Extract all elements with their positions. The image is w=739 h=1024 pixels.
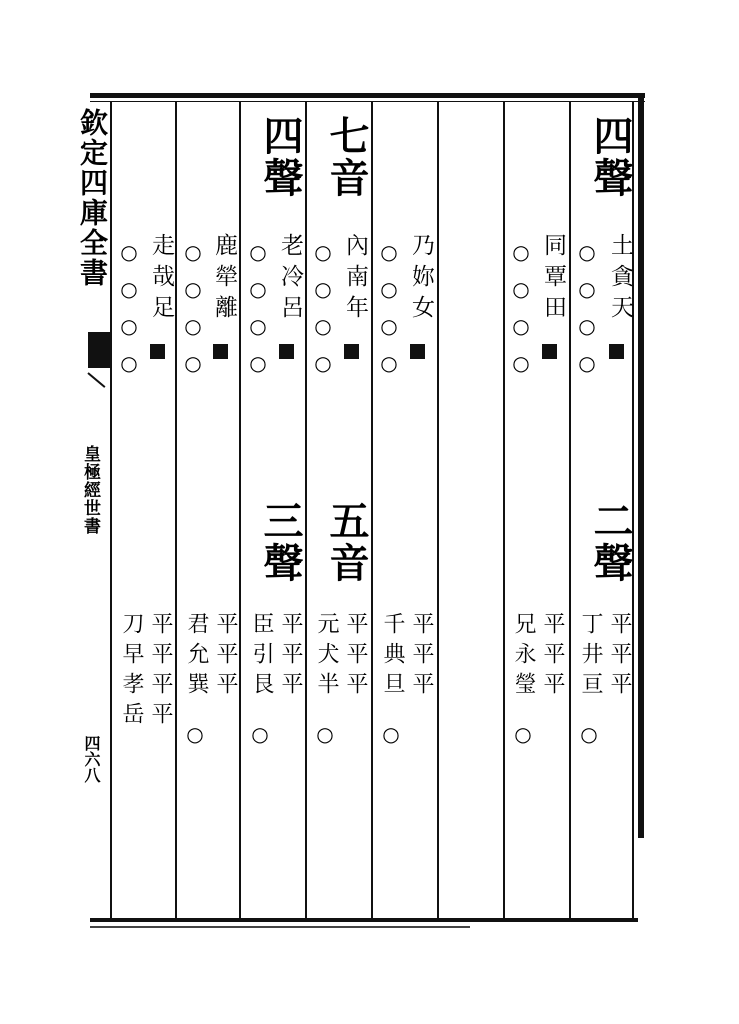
column-divider <box>175 102 177 918</box>
col2-tone: 平平平 <box>540 612 565 702</box>
column-divider <box>503 102 505 918</box>
col7-chars: 走哉足 <box>148 233 174 326</box>
col4-tone: 平平平 <box>343 612 368 702</box>
col6-chars: 鹿犖離 <box>211 233 237 326</box>
col4-lower-circle: ○ <box>313 722 337 759</box>
col2-chars: 同覃田 <box>540 233 566 326</box>
col3-lower-circle: ○ <box>379 722 403 759</box>
col6-circles: ○○○○ <box>181 240 205 388</box>
col3-chars: 乃妳女 <box>408 233 434 326</box>
frame-bottom-inner-border <box>90 926 470 928</box>
col5-tone: 平平平 <box>278 612 303 702</box>
col1-tone: 平平平 <box>607 612 632 702</box>
heading-yin7: 七音 <box>323 115 370 199</box>
col4-circles: ○○○○ <box>311 240 335 388</box>
margin-book-title: 皇極經世書 <box>80 445 100 535</box>
frame-top-inner-border <box>90 101 645 102</box>
heading-sheng2: 二聲 <box>587 500 634 584</box>
column-divider <box>569 102 571 918</box>
col5-lower: 臣引艮 <box>249 612 274 702</box>
col3-block-mark <box>410 344 425 359</box>
col7-tone: 平平平平 <box>148 612 173 732</box>
frame-top-border <box>90 93 645 98</box>
col2-block-mark <box>542 344 557 359</box>
col6-tone: 平平平 <box>213 612 238 702</box>
margin-page-number: 四六八 <box>82 735 101 783</box>
col5-lower-circle: ○ <box>248 722 272 759</box>
col2-circles: ○○○○ <box>509 240 533 388</box>
margin-title: 欽定四庫全書 <box>76 108 109 288</box>
col1-lower: 丁井亘 <box>578 612 603 702</box>
column-divider <box>239 102 241 918</box>
col3-lower: 千典旦 <box>380 612 405 702</box>
col4-lower: 元犬半 <box>314 612 339 702</box>
fish-tail-mark <box>88 332 110 368</box>
frame-bottom-border <box>90 918 638 922</box>
col7-block-mark <box>150 344 165 359</box>
col3-tone: 平平平 <box>409 612 434 702</box>
frame-right-border <box>638 93 644 838</box>
col5-chars: 老冷呂 <box>277 233 303 326</box>
heading-yin5: 五音 <box>323 500 370 584</box>
col5-block-mark <box>279 344 294 359</box>
column-divider <box>437 102 439 918</box>
col4-block-mark <box>344 344 359 359</box>
col6-lower-circle: ○ <box>183 722 207 759</box>
col6-lower: 君允巽 <box>184 612 209 702</box>
col2-lower-circle: ○ <box>511 722 535 759</box>
col6-block-mark <box>213 344 228 359</box>
col1-lower-circle: ○ <box>577 722 601 759</box>
col7-circles: ○○○○ <box>117 240 141 388</box>
col3-circles: ○○○○ <box>377 240 401 388</box>
col1-chars: 土貪天 <box>607 233 633 326</box>
fish-tail-line <box>87 372 105 388</box>
heading-sheng3: 三聲 <box>257 500 304 584</box>
col1-circles: ○○○○ <box>575 240 599 388</box>
col5-circles: ○○○○ <box>246 240 270 388</box>
heading-sheng4-a: 四聲 <box>587 115 634 199</box>
col2-lower: 兄永瑩 <box>511 612 536 702</box>
heading-sheng4-b: 四聲 <box>257 115 304 199</box>
col4-chars: 內南年 <box>342 233 368 326</box>
col7-lower: 刀早孝岳 <box>119 612 144 732</box>
col1-block-mark <box>609 344 624 359</box>
